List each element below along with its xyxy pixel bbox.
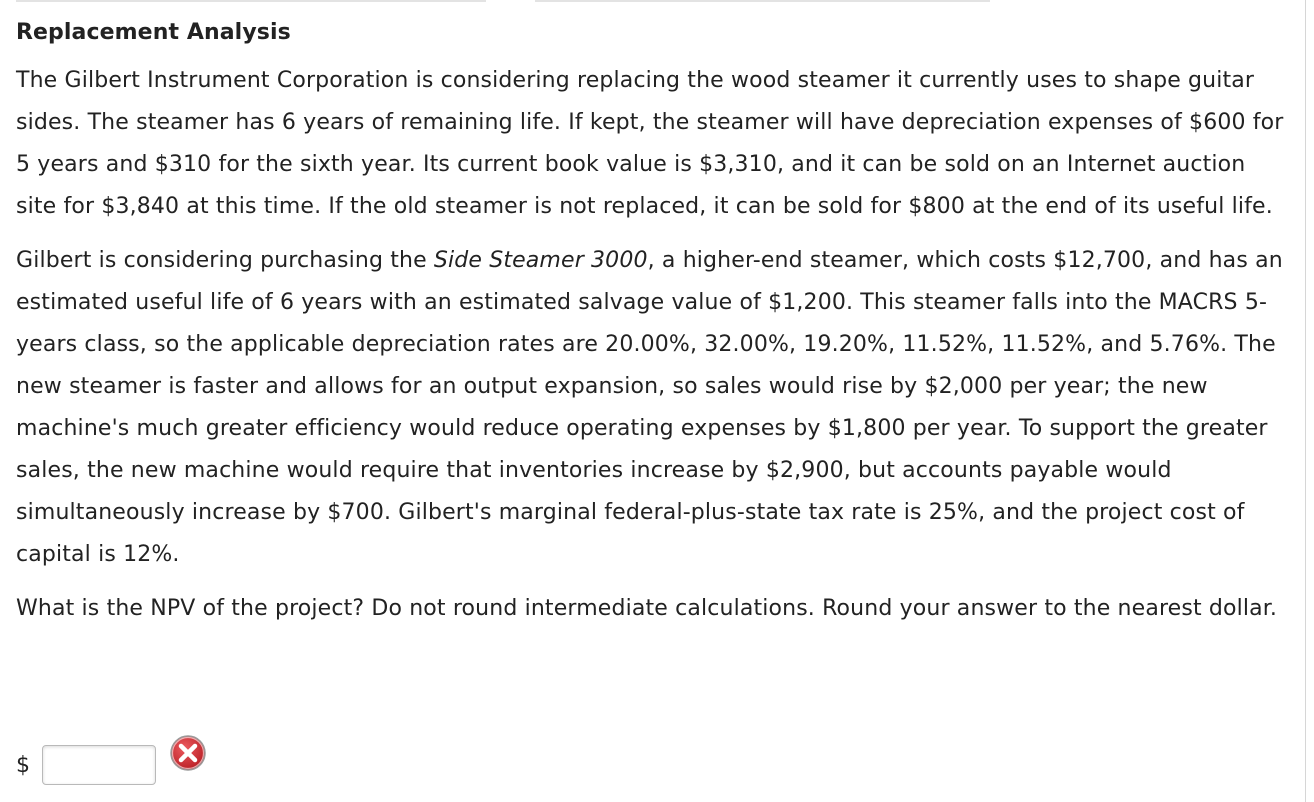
answer-row [16, 736, 207, 786]
top-divider-right [535, 0, 990, 2]
question-text: What is the NPV of the project? Do not round intermediate calculations. Round your answer to the nearest dollar. [16, 596, 1278, 621]
page-title: Replacement Analysis [16, 20, 291, 45]
currency-symbol: $ [16, 752, 30, 778]
npv-answer-input[interactable] [42, 745, 156, 785]
problem-paragraph-2 [16, 240, 1289, 576]
problem-paragraph-1: The Gilbert Instrument Corporation is considering replacing the wood steamer it currently uses to shape guitar sides. The steamer has 6 years of remaining life. If kept, the steamer will have depreciation expenses of $600 for 5 years and $310 for the sixth year. Its current book value is $3,310, and it can be sold on an Internet auction site for $3,840 at this time. If the old steamer is not replaced, it can be sold for $800 at the end of its useful life. [16, 68, 1284, 219]
incorrect-x-icon [169, 734, 207, 772]
top-divider-left [16, 0, 486, 2]
product-name: Side Steamer 3000 [433, 248, 648, 273]
paragraph-2-details: , a higher-end steamer, which costs $12,700, and has an estimated useful life of 6 years with an estimated salvage value of $1,200. This steamer falls into the MACRS 5-years class, so the applicable depreciation rates are 20.00%, 32.00%, 19.20%, 11.52%, 11.52%, and 5.76%. The new steamer is faster and allows for an output expansion, so sales would rise by $2,000 per year; the new machine's much greater efficiency would reduce operating expenses by $1,800 per year. To support the greater sales, the new machine would require that inventories increase by $2,900, but accounts payable would simultaneously increase by $700. Gilbert's marginal federal-plus-state tax rate is 25%, and the project cost of capital is 12%. [16, 248, 1283, 567]
paragraph-2-intro: Gilbert is considering purchasing the [16, 248, 434, 273]
